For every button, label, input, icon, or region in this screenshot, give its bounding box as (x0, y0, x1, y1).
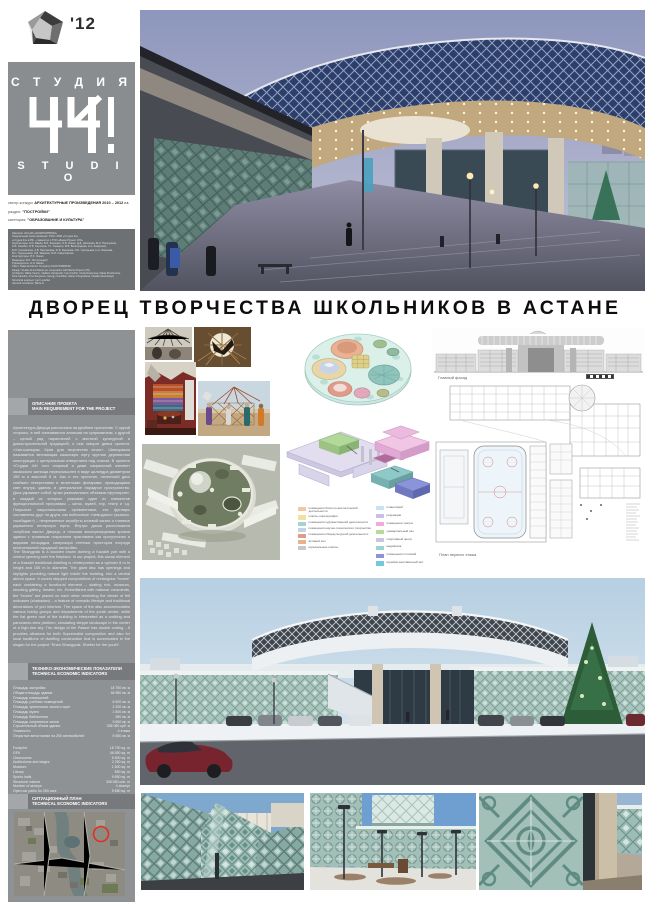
indicator-row: Number of storeys 4 storeys (13, 784, 130, 789)
credit-line: Е.Ю. Коновалова, А.В. Патрикеева, Ж.В. Разумова, И.Е. Григорьева, Н.А. Ивашова, (12, 248, 113, 252)
legend-color-swatch (298, 534, 306, 538)
photo-yurt-historic-bw (145, 327, 192, 360)
logo-text-ru: С Т У Д И Я (11, 75, 132, 89)
description-header (8, 398, 135, 415)
legend-color-swatch (298, 540, 306, 544)
photo-building-winter (140, 578, 645, 785)
description-header-en: MAIN REQUIREMENT FOR THE PROJECT (32, 406, 116, 412)
legend-color-swatch (376, 546, 384, 550)
credit-line: Architects: Nikita Yavein, Vladimir Zenkevich, Ivan Kozhin, Daria Nasonova, Maria Proshunina, (12, 272, 121, 276)
poster-title: ДВОРЕЦ ТВОРЧЕСТВА ШКОЛЬНИКОВ В АСТАНЕ (28, 297, 622, 319)
legend-color-swatch (376, 506, 384, 510)
indicator-row: Open car parks for 250 cars 5 680 sq. m (13, 789, 130, 794)
credit-line: Н.В. Сазейко, И.В. Сергеева, Г.С. Снежкин, М.В. Виноградова, Н.А. Зазерская, (12, 245, 107, 249)
indicators-header-ru: ТЕХНИКО-ЭКОНОМИЧЕСКИЕ ПОКАЗАТЕЛИ (32, 666, 122, 671)
indicator-row: Площадь библиотеки 550 кв. м (13, 714, 130, 719)
legend-color-swatch (298, 528, 306, 532)
description-text-ru: Архитектура Дворца рассчитана на двойное прочтение. С одной стороны, в ней считываются аллюзии на супрематизм, с другой – целый ряд параллелей с местной культурной и домостроительной традицией, о чем говорит девиз проекта: «Хан-шанырак. Кров для творчества юных». Шаныраком называется венчающая казахскую юрту круглая деревянная конструкция с центральным отверстием над очагом. В проекте «Студии 44» этот опорный и даже сакральный элемент казахского жилища переосмыслен в виде цилиндра диаметром 156 м и высотой 8 м. Как и его прототип, гигантский диск снабжен отверстиями и зенитными фонарями, проводящими свет внутрь здания, в центральное парадное пространство. Диск укрывает собой пучки разновеликих объемов-«футляров», в каждый из которых упакован один из элементов функциональной программы – каток, музей, тир, театр и т.д. Покрытые национальными орнаментами, эти футляры составлены друг на друга, как войлочные «чемоданы» (казахск. «шабадан») – непременные атрибуты кочевой жизни и главные украшения интерьера юрты. Внутри диска расположена «клубная часть» Дворца, а плоская эксплуатируемая кровля здания с травяным покрытием трактована как прогулочная и видовая площадка, симуляция степных просторов посреди многоэтажной городской застройки. (13, 425, 130, 550)
indicator-row: Auditoriums and stages 2 250 sq. m (13, 760, 130, 765)
indicator-row: Площадь зрительных залов и сцен 2 250 кв. м (13, 705, 130, 710)
indicator-row: Structural volume 338 080 cub. m (13, 779, 130, 784)
photo-aerial-model (142, 444, 280, 560)
indicator-row: Sports halls 9 650 sq. m (13, 774, 130, 779)
legend-label: помещения биолого-экологической деятельности (308, 506, 358, 514)
legend-label: планетарий (386, 505, 403, 509)
competition-info (8, 199, 136, 225)
credit-line: Генеральный проектировщик: ООО «ПИК «Студия 44» (12, 235, 79, 239)
description-text-en: The Shangyrak is a wooden crown doming a Kazakh yurt with a central opening over the fireplace. In our project, this sacral element of a Kazakh traditional dwelling is reinterpreted as a cylinder 8 m in height and 156 m in diameter. The giant disc has openings and skylights providing natural light inside the building, into a central atrium space. It covers stepped compositions of rectangular "boxes" each containing a functional element – skating rink, museum, shooting gallery, theater, etc. Embellished with national ornaments, the "boxes" are placed on each other reminding the viewer of felt suitcases (shabadan) – a feature of nomadic lifestyle and traditional decorations of yurt interiors. The space of the disc accommodates various hobby groups and departments of the youth centre, while the flat green roof of the building is interpreted as a walking and panoramic-view platform, simulating steppe landscape in the center of a high-rise city. The design of the Palace has double coding – it provides allusions for both Suprematist composition and also for local traditions of dwelling construction that is accentuated in the slogan for the project "Khan Shangyrak. Shelter for the youth". (13, 549, 130, 647)
legend-item (298, 533, 374, 537)
situation-header-en: TECHNICAL ECONOMIC INDICATORS (32, 801, 108, 807)
indicator-row: GFA 46 550 sq. m (13, 750, 130, 755)
legend-label: помещения художественной деятельности (308, 520, 369, 525)
legend-label: спортивный центр (386, 536, 412, 541)
legend-item (298, 521, 374, 525)
credit-line: Заказчик: АО НАК «КАЗАТОМПРОМ» (12, 232, 57, 235)
indicator-row: Площадь помещений: (13, 695, 50, 700)
main-photo-dusk (140, 10, 645, 291)
credit-line: Design: Studio 44 Architects (in cooperation with Bazis-Project LTD) (12, 268, 90, 272)
credit-line: Nina Sazeiko, Irina Sergeeva, Georgy Snezhkin, Maria Vinogradova, Natalia Zazerskaya (12, 275, 114, 279)
photo-facade-detail-2 (310, 793, 476, 890)
plan-label: План первого этажа (439, 552, 477, 557)
indicators-table-ru (13, 686, 130, 739)
studio44-house-icon (26, 10, 66, 46)
legend-color-swatch (376, 561, 384, 565)
indicator-row: Строительный объем здания 338 080 куб. м (13, 724, 130, 729)
legend-label: помещения столовой (386, 552, 417, 557)
legend-color-swatch (298, 522, 306, 526)
indicators-header (8, 663, 135, 680)
header-accent-box (8, 663, 28, 680)
logo-text-en: S T U D I O (17, 160, 126, 184)
legend-color-swatch (376, 538, 384, 542)
legend-left-column (298, 507, 374, 552)
legend-color-swatch (298, 546, 306, 550)
credit-line: Client: National Atomic Company KAZATOMPROM (12, 265, 71, 269)
indicator-row: Classrooms 6 500 sq. m (13, 755, 130, 760)
legend-item (376, 561, 446, 565)
legend-item (298, 527, 374, 531)
credits-block (8, 229, 135, 290)
legend-color-swatch (298, 515, 306, 519)
photo-shanyrak-view-up (194, 327, 251, 367)
legend-label: музыкальные классы (308, 544, 339, 549)
credit-line: Архитекторы: Н.И. Явейн, В.И. Зенкевич, И.В. Кожин, Д.Д. Насонова, М.Н. Прошунина, (12, 242, 117, 246)
photo-facade-detail-1 (141, 793, 304, 890)
logo-44-glyph (26, 94, 118, 156)
competition-line: категория: "ОБРАЗОВАНИЕ И КУЛЬТУРА" (8, 218, 85, 222)
indicator-row: Этажность 4 этажа (13, 729, 130, 734)
legend-label: рекреации (386, 512, 402, 517)
indicator-row: Museum 1 800 sq. m (13, 765, 130, 770)
situation-header-ru: СИТУАЦИОННЫЙ ПЛАН (32, 796, 82, 801)
legend-label: универсальный зал (386, 528, 414, 533)
credit-line: «Студия 44» в РФ – совместно с ТОО «Базис-Проект LTD» (12, 238, 83, 242)
facade-label: Главный фасад (438, 375, 468, 380)
legend-item (298, 507, 374, 514)
photo-facade-detail-3 (479, 793, 642, 890)
credit-line: Инженеры: В.Л. Полторацкий (12, 258, 48, 262)
indicator-row: Площадь спортивных залов 9 650 кв. м (13, 719, 130, 724)
credit-line: Руководитель: Н.И. Явейн (12, 262, 44, 266)
drawing-main-facade (432, 328, 645, 376)
legend-label: помещения научно-технического творчества (308, 526, 371, 531)
situation-satellite-map (14, 812, 125, 896)
credit-line: General contractor: Bazis-A (12, 282, 44, 286)
legend-color-swatch (298, 507, 306, 511)
legend-label: помещения театра (386, 520, 413, 525)
legend-color-swatch (376, 554, 384, 558)
scale-bar (586, 374, 614, 379)
legend-label: медиатека (386, 544, 402, 549)
legend-label: помещения общекультурной деятельности (308, 532, 369, 537)
legend-item (298, 546, 374, 550)
indicator-row: Footprint 18 750 sq. m (13, 746, 130, 750)
studio44-logo (8, 62, 135, 195)
indicator-row: Площадь застройки 18 750 кв. м (13, 686, 130, 690)
description-header-ru: ОПИСАНИЕ ПРОЕКТА (32, 401, 77, 406)
indicator-row: Площадь музея 1 800 кв. м (13, 709, 130, 714)
legend-color-swatch (376, 522, 384, 526)
indicators-table-en (13, 746, 130, 794)
photo-yurt-assembly (198, 381, 270, 436)
situation-header (8, 794, 135, 809)
drawing-first-floor-plan (430, 384, 645, 550)
credit-line: Конструкторы: И.Л. Ляшко (12, 255, 44, 259)
photo-yurt-interior (145, 362, 196, 435)
indicator-row: Открытые автостоянки на 250 автомобилей 5 680 кв. м (13, 733, 130, 738)
legend-color-swatch (376, 530, 384, 534)
legend-label: классы хореографии (308, 514, 338, 519)
indicator-row: Library 550 sq. m (13, 769, 130, 774)
competition-line: раздел: "ПОСТРОЙКИ" (8, 209, 50, 214)
sidebar-panel (8, 330, 135, 902)
legend-item (298, 540, 374, 544)
indicators-header-en: TECHNICAL ECONOMIC INDICATORS (32, 671, 108, 677)
indicator-row: Общая площадь здания 46 550 кв. м (13, 690, 130, 695)
legend-label: актовый зал (308, 538, 326, 543)
diagram-exploded-axon (283, 424, 433, 504)
legend-color-swatch (376, 514, 384, 518)
competition-line: смотр-конкурс АРХИТЕКТУРНЫЕ ПРОИЗВЕДЕНИЯ 2010 – 2012 г.г. (8, 201, 129, 205)
legend-item (298, 515, 374, 519)
credit-line: Structural engineer: Igor Lyashko (12, 278, 51, 282)
credit-line: В.С. Терешенков, Н.В. Яковлев, М.И. Комиссарова (12, 252, 74, 256)
indicator-row: Площадь учебных помещений 6 500 кв. м (13, 700, 130, 705)
legend-item (376, 553, 446, 557)
header-accent-box (8, 398, 28, 415)
header-accent-box (8, 794, 28, 809)
year-badge: '12 (70, 14, 96, 33)
diagram-disc-program (300, 327, 418, 423)
legend-label: музейно-выставочный зал (386, 560, 424, 565)
